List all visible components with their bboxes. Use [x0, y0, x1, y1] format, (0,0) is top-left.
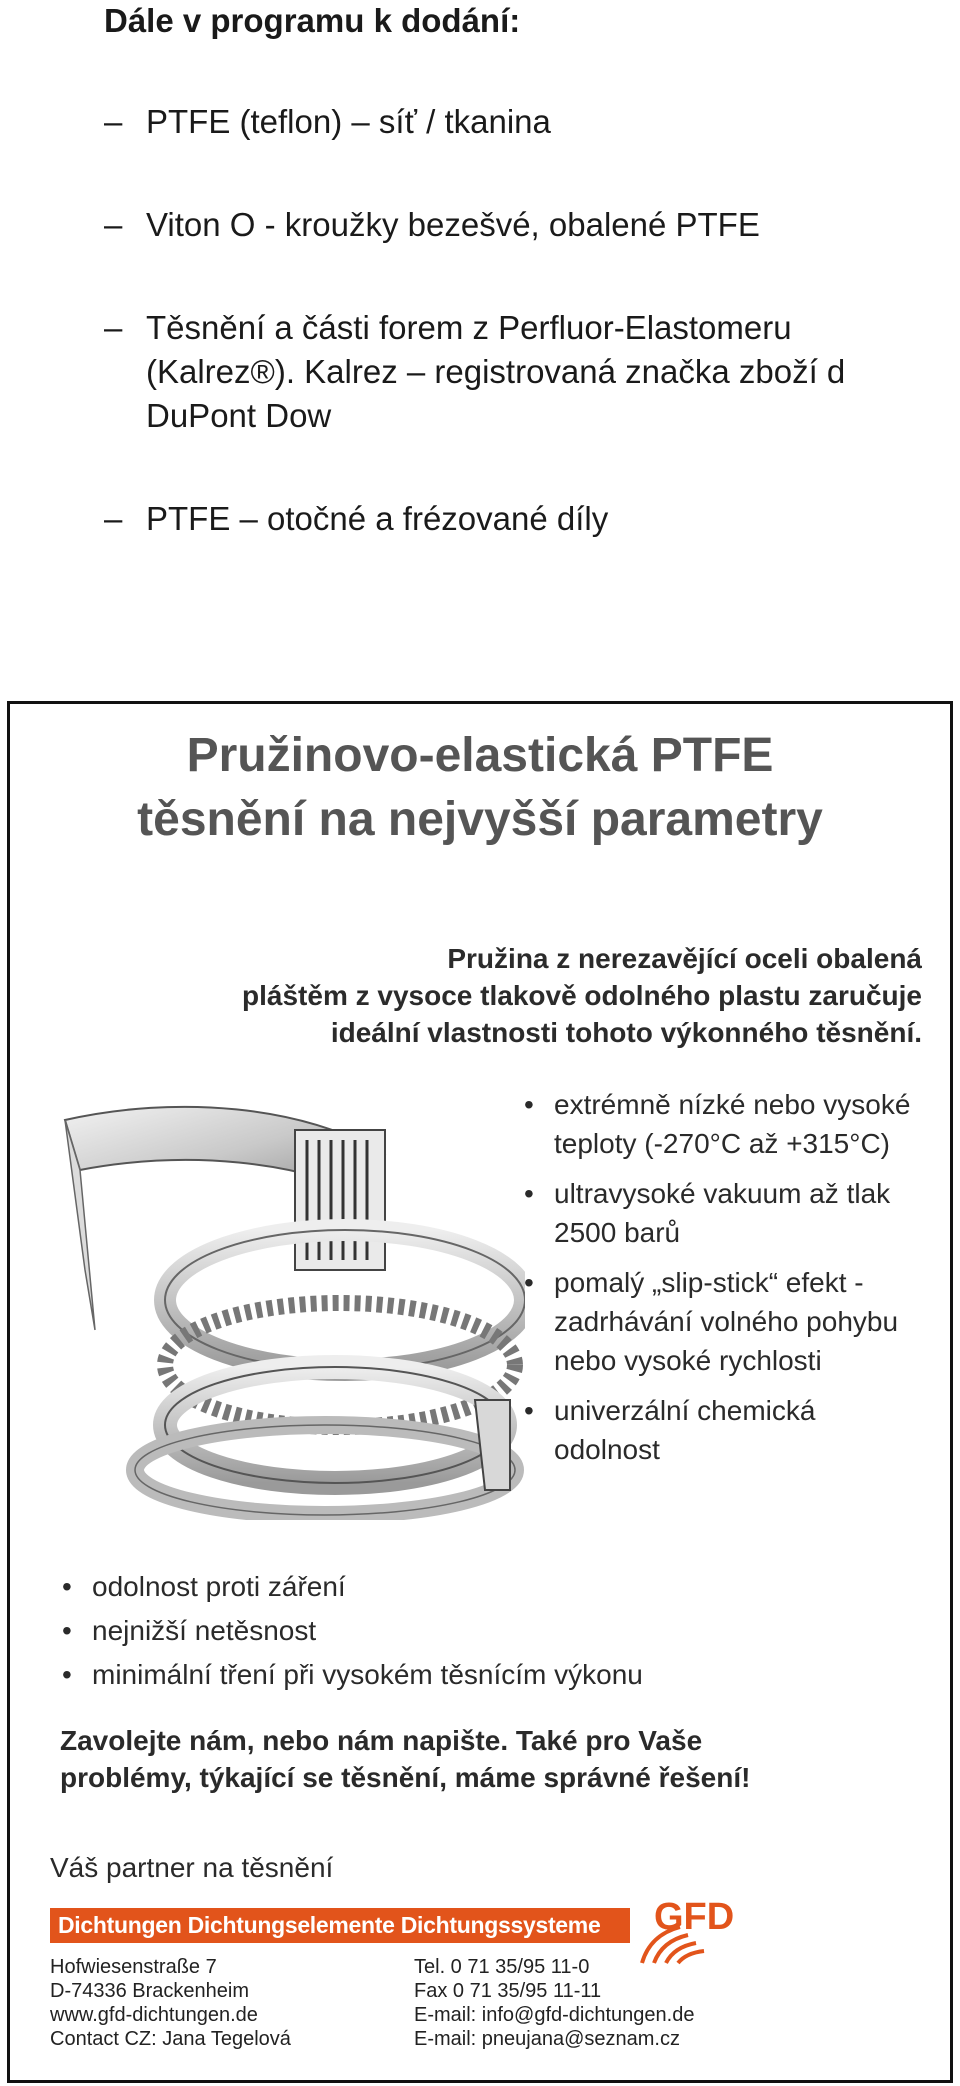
logo-text: GFD: [654, 1896, 735, 1938]
feature-item: [60, 1565, 910, 1609]
contact-details: [414, 1955, 694, 2051]
list-item-text: PTFE (teflon) – síť / tkanina: [146, 103, 551, 140]
bullet-marker: •: [524, 1178, 534, 1209]
feature-item: [522, 1174, 922, 1252]
bullet-marker: •: [62, 1615, 72, 1646]
feature-text: univerzální chemická odolnost: [554, 1395, 816, 1465]
intro-line: Pružina z nerezavějící oceli obalená: [447, 943, 922, 974]
feature-text: extrémně nízké nebo vysoké teploty (-270°C až +315°C): [554, 1089, 911, 1159]
feature-text: minimální tření při vysokém těsnícím výkonu: [92, 1659, 643, 1690]
email-link[interactable]: E-mail: info@gfd-dichtungen.de: [414, 2004, 695, 2026]
website-link[interactable]: www.gfd-dichtungen.de: [50, 2004, 258, 2026]
fax-number: Fax 0 71 35/95 11-11: [414, 1980, 602, 2002]
address-city: D-74336 Brackenheim: [50, 1980, 249, 2002]
bullet-marker: •: [524, 1395, 534, 1426]
feature-text: odolnost proti záření: [92, 1571, 346, 1602]
brand-bar-text: Dichtungen Dichtungselemente Dichtungssysteme: [58, 1912, 601, 1938]
list-item-text: Těsnění a části forem z Perfluor-Elastomeru (Kalrez®). Kalrez – registrovaná značka zboží d DuPont Dow: [146, 309, 846, 434]
list-item-text: Viton O - kroužky bezešvé, obalené PTFE: [146, 206, 760, 243]
feature-list-right: [522, 1085, 922, 1480]
list-item: [104, 306, 906, 438]
contact-address: [50, 1955, 291, 2051]
feature-list-left: [60, 1565, 910, 1697]
dash-marker: –: [104, 206, 123, 243]
address-street: Hofwiesenstraße 7: [50, 1956, 217, 1978]
partner-tagline: Váš partner na těsnění: [50, 1852, 334, 1883]
list-item: [104, 497, 924, 541]
feature-text: ultravysoké vakuum až tlak 2500 barů: [554, 1178, 891, 1248]
intro-line: ideální vlastnosti tohoto výkonného těsnění.: [330, 1017, 922, 1048]
dash-marker: –: [104, 500, 123, 537]
feature-item: [60, 1609, 910, 1653]
feature-item: [522, 1085, 922, 1163]
section-title: Dále v programu k dodání:: [104, 2, 521, 39]
headline-line: těsnění na nejvyšší parametry: [137, 793, 823, 846]
list-item: [104, 203, 924, 247]
feature-item: [522, 1391, 922, 1469]
feature-item: [60, 1653, 910, 1697]
cta-line: problémy, týkající se těsnění, máme správné řešení!: [60, 1762, 751, 1793]
ad-headline: [0, 724, 960, 852]
headline-line: Pružinovo-elastická PTFE: [186, 729, 774, 782]
call-to-action: [60, 1722, 940, 1796]
list-item: [104, 100, 924, 144]
contact-person: Contact CZ: Jana Tegelová: [50, 2028, 291, 2050]
intro-line: pláštěm z vysoce tlakově odolného plastu zaručuje: [242, 980, 922, 1011]
brand-bar: [50, 1908, 630, 1943]
dash-marker: –: [104, 309, 123, 346]
email-link[interactable]: E-mail: pneujana@seznam.cz: [414, 2028, 680, 2050]
feature-text: nejnižší netěsnost: [92, 1615, 317, 1646]
list-item-text: PTFE – otočné a frézované díly: [146, 500, 609, 537]
bullet-marker: •: [62, 1571, 72, 1602]
dash-marker: –: [104, 103, 123, 140]
cta-line: Zavolejte nám, nebo nám napište. Také pro Vaše: [60, 1725, 703, 1756]
product-list: [104, 100, 924, 600]
bullet-marker: •: [62, 1659, 72, 1690]
bullet-marker: •: [524, 1089, 534, 1120]
seal-illustration: [55, 1100, 525, 1520]
intro-text: [22, 940, 922, 1051]
feature-item: [522, 1263, 922, 1380]
bullet-marker: •: [524, 1267, 534, 1298]
feature-text: pomalý „slip-stick“ efekt - zadrhávání volného pohybu nebo vysoké rychlosti: [554, 1267, 899, 1376]
phone-number: Tel. 0 71 35/95 11-0: [414, 1956, 590, 1978]
